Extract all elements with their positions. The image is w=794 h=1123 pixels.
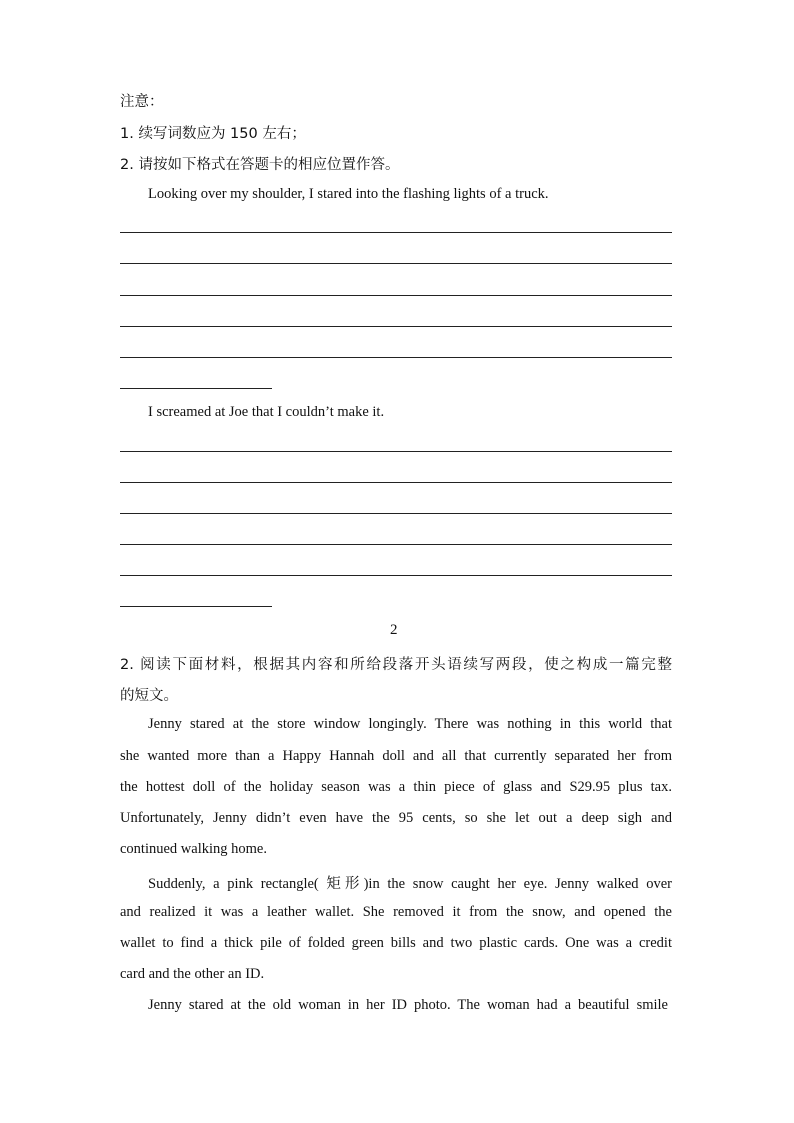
passage-p1-line-3: the hottest doll of the holiday season was a thin piece of glass and S29.95 plus tax. [120, 779, 672, 795]
passage-p1-line-5: continued walking home. [120, 841, 267, 857]
passage-p1-line-1: Jenny stared at the store window longingly. There was nothing in this world that [148, 716, 672, 732]
task-instruction-line-2: 的短文。 [120, 688, 178, 704]
answer-line-short [120, 388, 272, 389]
answer-line [120, 575, 672, 576]
passage-p2-line-1: Suddenly, a pink rectangle( 矩形)in the snow caught her eye. Jenny walked over [148, 876, 672, 892]
passage-p2-line-4: card and the other an ID. [120, 966, 265, 982]
answer-line [120, 357, 672, 358]
answer-line [120, 544, 672, 545]
note-item-1: 1. 续写词数应为 150 左右； [120, 126, 306, 142]
passage-p3-line-1: Jenny stared at the old woman in her ID photo. The woman had a beautiful smile [148, 997, 668, 1013]
passage-p2-line-3: wallet to find a thick pile of folded green bills and two plastic cards. One was a credit [120, 935, 672, 951]
answer-line [120, 232, 672, 233]
page-number: 2 [390, 622, 398, 638]
answer-line-short [120, 606, 272, 607]
passage-p2-line-2: and realized it was a leather wallet. She removed it from the snow, and opened the [120, 904, 672, 920]
answer-line [120, 482, 672, 483]
answer-line [120, 263, 672, 264]
task-instruction-line-1: 2. 阅读下面材料，根据其内容和所给段落开头语续写两段，使之构成一篇完整 [120, 657, 672, 673]
notes-heading: 注意： [120, 94, 164, 110]
answer-line [120, 295, 672, 296]
answer-line [120, 451, 672, 452]
passage-p1-line-2: she wanted more than a Happy Hannah doll and all that currently separated her from [120, 748, 672, 764]
answer-line [120, 326, 672, 327]
answer-line [120, 513, 672, 514]
note-item-2: 2. 请按如下格式在答题卡的相应位置作答。 [120, 157, 400, 173]
continuation-prompt-1: Looking over my shoulder, I stared into the flashing lights of a truck. [148, 186, 549, 202]
passage-p1-line-4: Unfortunately, Jenny didn’t even have the 95 cents, so she let out a deep sigh and [120, 810, 672, 826]
continuation-prompt-2: I screamed at Joe that I couldn’t make it. [148, 404, 385, 420]
